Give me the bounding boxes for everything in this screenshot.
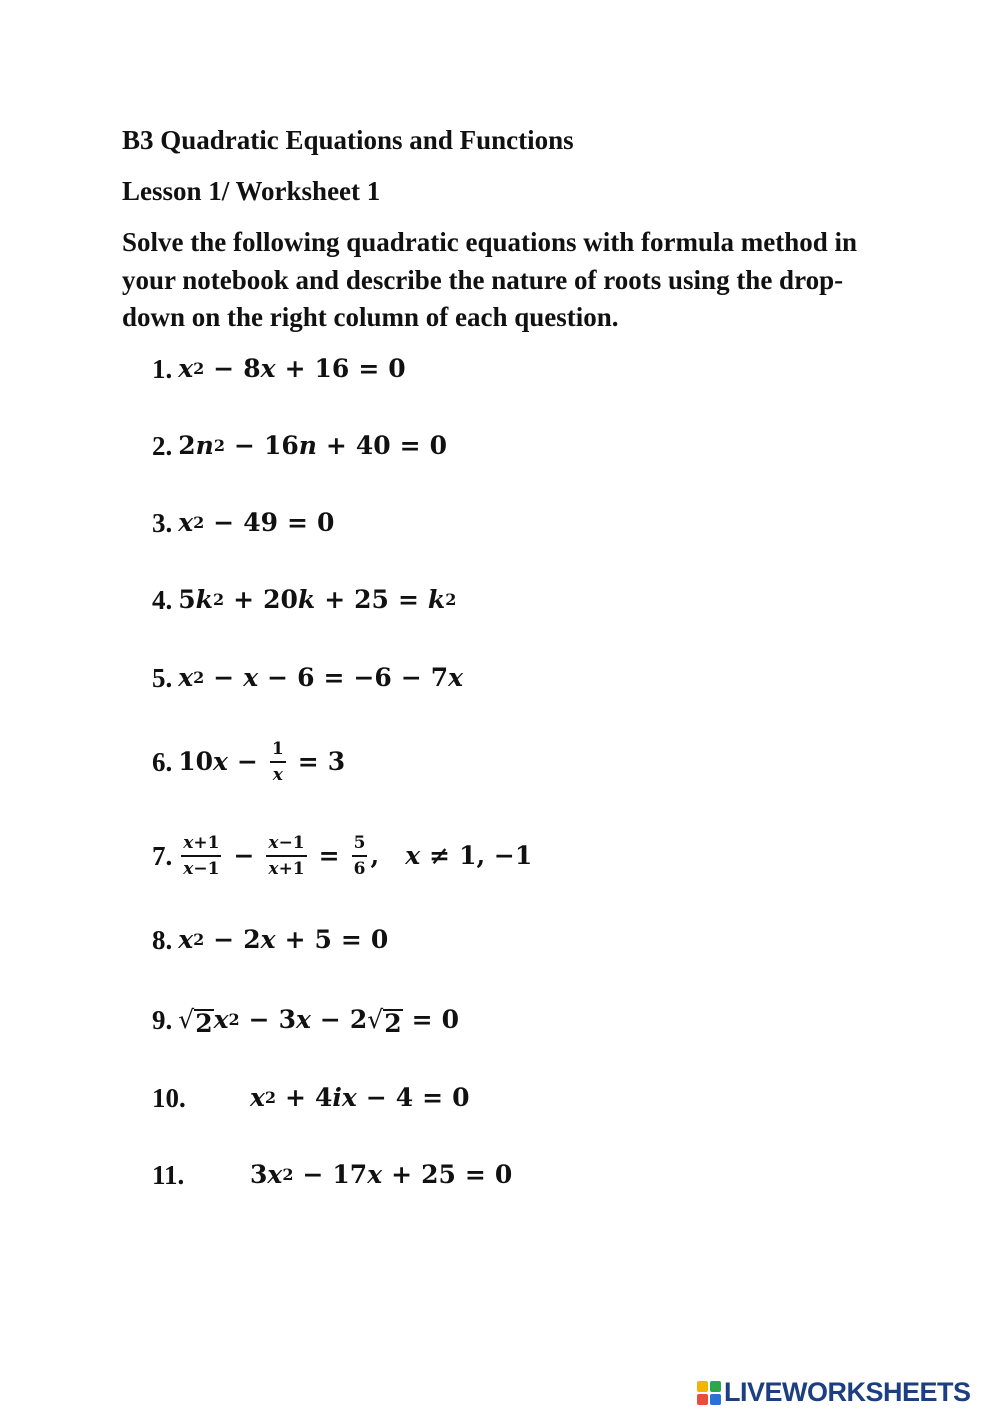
worksheet-title: B3 Quadratic Equations and Functions <box>122 125 574 155</box>
fraction: $\frac{x-1}{x+1}$ <box>268 833 305 879</box>
question-6 <box>152 735 345 789</box>
square-root: √ 2 <box>367 1005 402 1038</box>
question-11 <box>152 1158 512 1192</box>
logo-text: LIVEWORKSHEETS <box>724 1377 971 1407</box>
equation: 10 x − $\frac{1}{x}$ = 3 <box>178 739 346 785</box>
question-4 <box>152 583 456 617</box>
fraction: $\frac{x+1}{x-1}$ <box>183 833 220 879</box>
equation: $\frac{x+1}{x-1}$ − $\frac{x-1}{x+1}$ = $\frac{5}{6}$ , x ≠ 1, −1 <box>183 833 533 879</box>
question-number: 8. <box>152 925 173 955</box>
logo-tile <box>697 1381 708 1392</box>
lesson-label: Lesson 1/ Worksheet 1 <box>122 176 381 206</box>
logo-tile <box>710 1394 721 1405</box>
square-root: √ 2 <box>178 1005 213 1038</box>
logo-tile <box>697 1394 708 1405</box>
question-number: 2. <box>152 431 173 461</box>
question-number: 7. <box>152 841 173 871</box>
question-1 <box>152 352 406 386</box>
liveworksheets-logo[interactable] <box>697 1377 971 1408</box>
question-7 <box>152 829 532 883</box>
fraction: $\frac{5}{6}$ <box>353 833 366 879</box>
equation: x 2 − 2 x + 5 = 0 <box>178 925 389 954</box>
question-9 <box>152 1003 459 1037</box>
equation: x 2 + 4 ix − 4 = 0 <box>250 1083 470 1112</box>
question-number: 4. <box>152 585 173 615</box>
question-8 <box>152 923 388 957</box>
equation: 5 k 2 + 20 k + 25 = k 2 <box>178 585 457 614</box>
question-5 <box>152 661 463 695</box>
question-number: 6. <box>152 747 173 777</box>
question-3 <box>152 506 334 540</box>
question-number: 10. <box>152 1083 186 1113</box>
logo-mark-icon <box>697 1381 721 1405</box>
equation: x 2 − 8 x + 16 = 0 <box>178 354 406 383</box>
question-number: 1. <box>152 354 173 384</box>
equation: 3 x 2 − 17 x + 25 = 0 <box>250 1160 513 1189</box>
equation: x 2 − x − 6 = −6 − 7 x <box>178 663 464 692</box>
equation: x 2 − 49 = 0 <box>178 508 335 537</box>
question-10 <box>152 1081 470 1115</box>
instructions-text: Solve the following quadratic equations with formula method in your notebook and describe the nature of roots using the drop-down on the right column of each question. <box>122 227 858 332</box>
question-number: 3. <box>152 508 173 538</box>
question-number: 9. <box>152 1005 173 1035</box>
question-number: 11. <box>152 1160 185 1190</box>
question-number: 5. <box>152 663 173 693</box>
question-2 <box>152 429 447 463</box>
equation: √ 2 x 2 − 3 x − 2 √ 2 = 0 <box>178 1005 459 1038</box>
logo-tile <box>710 1381 721 1392</box>
equation: 2 n 2 − 16 n + 40 = 0 <box>178 431 448 460</box>
fraction: $\frac{1}{x}$ <box>271 739 284 785</box>
